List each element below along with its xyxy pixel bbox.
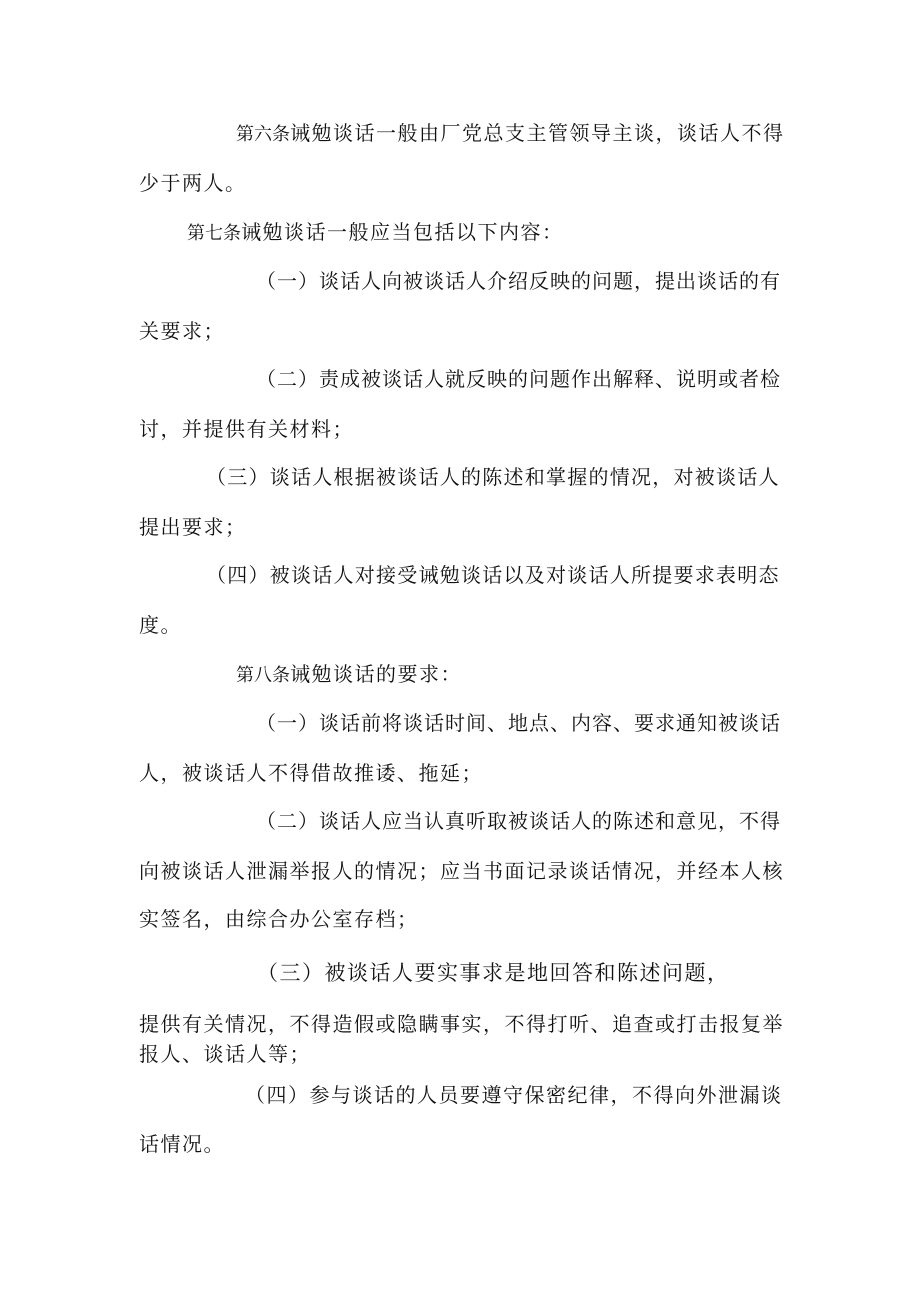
article-8-item-1-line-1: （一）谈话前将谈话时间、地点、内容、要求通知被谈话 <box>256 711 781 735</box>
article-8-item-3-line-3: 报人、谈话人等； <box>139 1042 311 1066</box>
article-8-intro-text: 诫勉谈话的要求： <box>290 662 462 686</box>
article-8-item-3-line-1: （三）被谈话人要实事求是地回答和陈述问题， <box>257 961 730 985</box>
article-6-text: 诫勉谈话一般由厂党总支主管领导主谈，谈话人不得 <box>290 121 785 145</box>
article-7-item-4-line-1: （四）被谈话人对接受诫勉谈话以及对谈话人所提要求表明态 <box>206 563 780 587</box>
article-6-label: 第六条 <box>236 124 290 145</box>
article-7-intro-text: 诫勉谈话一般应当包括以下内容： <box>241 220 564 244</box>
article-6-line-1 <box>236 120 785 148</box>
article-7-item-2-line-2: 讨，并提供有关材料； <box>139 417 354 441</box>
article-8-item-2-line-3: 实签名，由综合办公室存档； <box>139 907 419 931</box>
article-7-item-1-line-2: 关要求； <box>139 319 225 343</box>
article-6-line-2: 少于两人。 <box>139 171 247 195</box>
article-7-intro <box>187 219 564 247</box>
article-8-item-3-line-2: 提供有关情况，不得造假或隐瞒事实，不得打听、追查或打击报复举 <box>139 1012 784 1036</box>
article-7-item-3-line-1: （三）谈话人根据被谈话人的陈述和掌握的情况，对被谈话人 <box>206 465 780 489</box>
article-7-item-1-line-1: （一）谈话人向被谈话人介绍反映的问题，提出谈话的有 <box>256 269 781 293</box>
article-8-item-2-line-1: （二）谈话人应当认真听取被谈话人的陈述和意见，不得 <box>256 809 781 833</box>
article-7-item-4-line-2: 度。 <box>139 613 182 637</box>
article-8-item-2-line-2: 向被谈话人泄漏举报人的情况；应当书面记录谈话情况，并经本人核 <box>139 859 784 883</box>
article-8-intro <box>236 661 462 689</box>
article-8-item-1-line-2: 人，被谈话人不得借故推诿、拖延； <box>139 761 483 785</box>
article-8-label: 第八条 <box>236 665 290 686</box>
article-7-label: 第七条 <box>187 223 241 244</box>
article-7-item-2-line-1: （二）责成被谈话人就反映的问题作出解释、说明或者检 <box>256 367 781 391</box>
article-8-item-4-line-2: 话情况。 <box>139 1132 225 1156</box>
article-7-item-3-line-2: 提出要求； <box>139 515 247 539</box>
article-8-item-4-line-1: （四）参与谈话的人员要遵守保密纪律，不得向外泄漏谈 <box>245 1083 783 1107</box>
